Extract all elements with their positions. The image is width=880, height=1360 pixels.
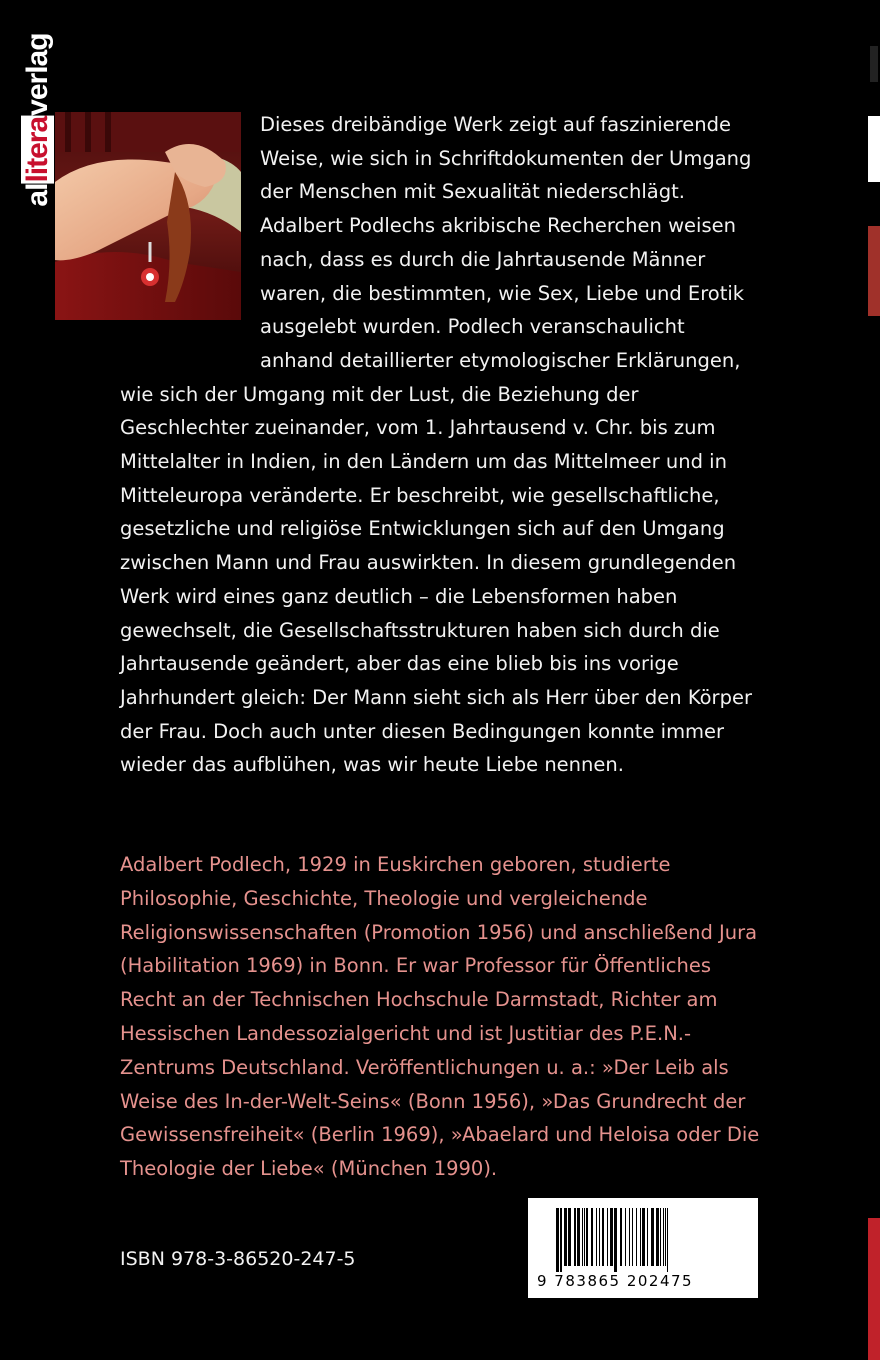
logo-text-litera: litera: [21, 116, 54, 183]
spine-edge: [868, 0, 880, 1360]
author-bio: Adalbert Podlech, 1929 in Euskirchen geboren, studierte Philosophie, Geschichte, Theologie und vergleichende Religionswissenschaften (Promotion 1956) und anschließend Jura (Habilitation 1969) in Bonn. Er war Professor für Öffentliches Recht an der Technischen Hochschule Darmstadt, Richter am Hessischen Landessozialgericht und ist Justitiar des P.E.N.-Zentrums Deutschland. Veröffentlichungen u. a.: »Der Leib als Weise des In-der-Welt-Seins« (Bonn 1956), »Das Grundrecht der Gewissensfreiheit« (Berlin 1969), »Abaelard und Heloisa oder Die Theologie der Liebe« (München 1990).: [120, 853, 760, 1181]
publisher-logo: [20, 30, 56, 210]
barcode-digits: 9 783865 202475: [537, 1272, 694, 1290]
image-wrap-spacer: [120, 108, 260, 344]
barcode-bars: [556, 1208, 730, 1272]
logo-text-verlag: verlag: [21, 33, 54, 116]
logo-text-al: al: [21, 183, 54, 207]
barcode: [528, 1198, 758, 1298]
description-text: Dieses dreibändige Werk zeigt auf faszinierende Weise, wie sich in Schriftdokumenten der Umgang der Menschen mit Sexualität niederschlägt. Adalbert Podlechs akribische Recherchen weisen nach, dass es durch die Jahrtausende Männer waren, die bestimmten, wie Sex, Liebe und Erotik ausgelebt wurden. Podlech veranschaulicht anhand detaillierter etymologischer Erklärungen, wie sich der Umgang mit der Lust, die Beziehung der Geschlechter zueinander, vom 1. Jahrtausend v. Chr. bis zum Mittelalter in Indien, in den Ländern um das Mittelmeer und in Mitteleuropa veränderte. Er beschreibt, wie gesellschaftliche, gesetzliche und religiöse Entwicklungen sich auf den Umgang zwischen Mann und Frau auswirkten. In diesem grundlegenden Werk wird eines ganz deutlich – die Lebensformen haben gewechselt, die Gesellschaftsstrukturen haben sich durch die Jahrtausende geändert, aber das eine blieb bis ins vorige Jahrhundert gleich: Der Mann sieht sich als Herr über den Körper der Frau. Doch auch unter diesen Bedingungen konnte immer wieder das aufblühen, was wir heute Liebe nennen.: [120, 113, 752, 777]
isbn-text: ISBN 978-3-86520-247-5: [120, 1248, 356, 1270]
book-description: [120, 108, 760, 782]
